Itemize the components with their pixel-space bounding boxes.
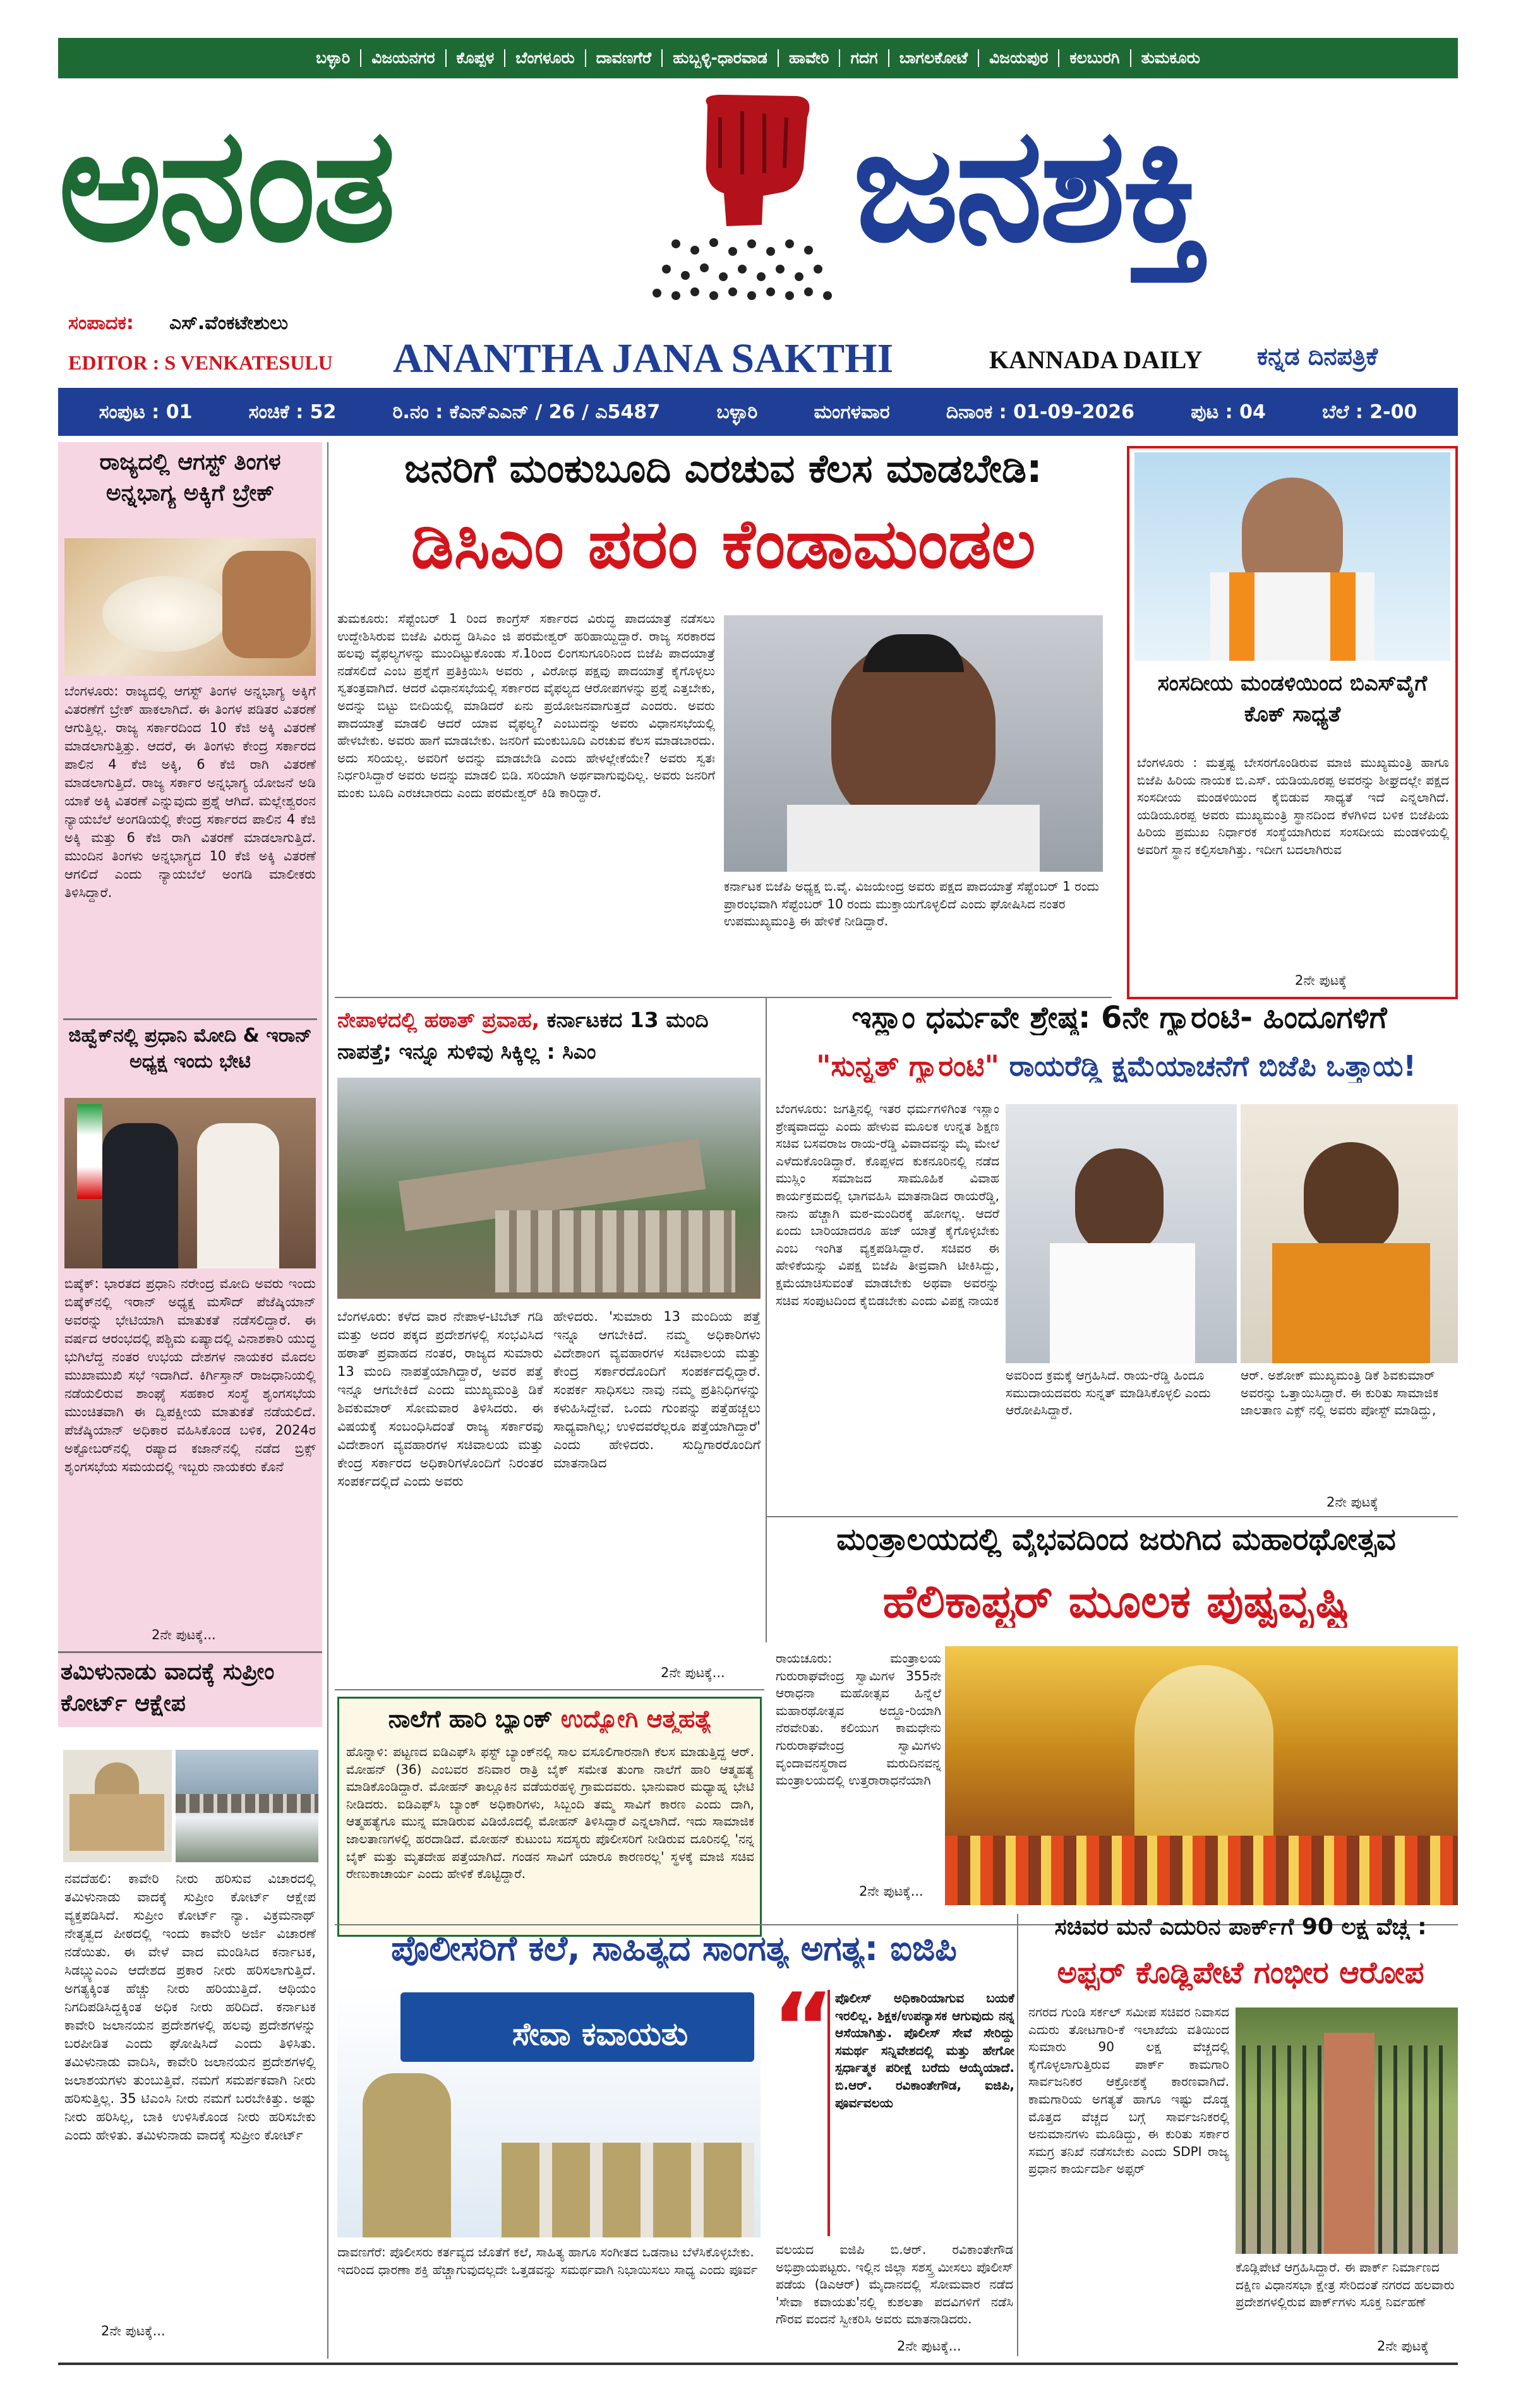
rayareddy-photo bbox=[1006, 1104, 1237, 1363]
quote-mark: “ bbox=[772, 1973, 834, 2083]
modi-photo bbox=[64, 1098, 316, 1268]
rice-photo bbox=[64, 538, 316, 676]
nav-city-4[interactable]: ದಾವಣಗೆರೆ bbox=[586, 49, 663, 67]
mantralaya-body: ರಾಯಚೂರು: ಮಂತ್ರಾಲಯ ಗುರುರಾಘವೇಂದ್ರ ಸ್ವಾಮಿಗಳ 355ನೇ ಆರಾಧನಾ ಮಹೋತ್ಸವ ಹಿನ್ನೆಲೆ ಮಹಾರಥೋತ್ಸವ ಅದ್ದೂ-ರಿಯಾಗಿ ನೆರವೇರಿತು. ಕಲಿಯುಗ ಕಾಮಧೇನು ಗುರುರಾಘವೇಂದ್ರ ಸ್ವಾಮಿಗಳು ವೃಂದಾವನಸ್ಥರಾದ ಮರುದಿನವನ್ನ ಮಂತ್ರಾಲಯದಲ್ಲಿ ಉತ್ತರಾರಾಧನೆಯಾಗಿ bbox=[776, 1651, 941, 1788]
parameshwar-photo bbox=[724, 615, 1103, 872]
rathotsava-photo bbox=[945, 1646, 1458, 1905]
mantralaya-headline: ಹೆಲಿಕಾಪ್ಟರ್ ಮೂಲಕ ಪುಷ್ಪವೃಷ್ಟಿ bbox=[882, 1575, 1350, 1628]
nav-city-11[interactable]: ತುಮಕೂರು bbox=[1141, 49, 1200, 67]
english-title: ANANTHA JANA SAKTHI bbox=[393, 335, 894, 382]
islam-caption-2: ಆರ್. ಅಶೋಕ್ ಮುಖ್ಯಮಂತ್ರಿ ಡಿಕೆ ಶಿವಕುಮಾರ್ ಅವರನ್ನು ಒತ್ತಾಯಿಸಿದ್ದಾರೆ. ಈ ಕುರಿತು ಸಾಮಾಜಿಕ ಜಾಲತಾಣ ಎಕ್ಸ್ ನಲ್ಲಿ ಅವರು ಪೋಸ್ಟ್ ಮಾಡಿದ್ದು, bbox=[1241, 1368, 1439, 1418]
issue-info-bar bbox=[58, 388, 1458, 436]
nav-city-5[interactable]: ಹುಬ್ಬಳ್ಳಿ-ಧಾರವಾಡ bbox=[663, 49, 779, 67]
nav-city-1[interactable]: ವಿಜಯನಗರ bbox=[361, 49, 446, 67]
nav-city-0[interactable]: ಬಳ್ಳಾರಿ bbox=[306, 49, 361, 67]
divider bbox=[335, 997, 1112, 998]
divider bbox=[767, 1516, 1458, 1517]
supreme-court-photo bbox=[63, 1750, 172, 1862]
mantralaya-more: 2ನೇ ಪುಟಕ್ಕೆ... bbox=[859, 1884, 923, 1899]
modi-more: 2ನೇ ಪುಟಕ್ಕೆ... bbox=[152, 1627, 216, 1642]
dam-photo bbox=[176, 1750, 318, 1862]
rice-headline: ರಾಜ್ಯದಲ್ಲಿ ಆಗಸ್ಟ್ ತಿಂಗಳ ಅನ್ನಭಾಗ್ಯ ಅಕ್ಕಿಗೆ ಬ್ರೇಕ್ bbox=[99, 449, 281, 506]
igp-more: 2ನೇ ಪುಟಕ್ಕೆ... bbox=[897, 2339, 961, 2354]
nepal-headline bbox=[337, 1004, 767, 1067]
islam-headline-1: ಇಸ್ಲಾಂ ಧರ್ಮವೇ ಶ್ರೇಷ್ಠ: 6ನೇ ಗ್ಯಾರಂಟಿ- ಹಿಂದೂಗಳಿಗೆ bbox=[851, 1001, 1387, 1035]
divider bbox=[335, 1689, 764, 1690]
islam-body: ಬೆಂಗಳೂರು: ಜಗತ್ತಿನಲ್ಲಿ ಇತರ ಧರ್ಮಗಳಿಗಿಂತ ಇಸ್ಲಾಂ ಶ್ರೇಷ್ಠವಾದದ್ದು ಎಂದು ಹೇಳುವ ಮೂಲಕ ಉನ್ನತ ಶಿಕ್ಷಣ ಸಚಿವ ಬಸವರಾಜ ರಾಯ-ರೆಡ್ಡಿ ವಿವಾದವನ್ನು ಮೈ ಮೇಲೆ ಎಳೆದುಕೊಂಡಿದ್ದಾರೆ. ಕೊಪ್ಪಳದ ಕುಕನೂರಿನಲ್ಲಿ ನಡೆದ ಮುಸ್ಲಿಂ ಸಮಾಜದ ಸಾಮೂಹಿಕ ವಿವಾಹ ಕಾರ್ಯಕ್ರಮದಲ್ಲಿ ಭಾಗವಹಿಸಿ ಮಾತನಾಡಿದ ರಾಯರೆಡ್ಡಿ, ನಾನು ಹೆಚ್ಚಾಗಿ ಮಠ-ಮಂದಿರಕ್ಕೆ ಹೋಗಲ್ಲ. ಆದರೆ ಏಂದು ಬಾರಿಯಾದರೂ ಹಜ್ ಯಾತ್ರೆ ಕೈಗೊಳ್ಳಬೇಕು ಎಂಬ ಇಂಗಿತ ವ್ಯಕ್ತಪಡಿಸಿದ್ದಾರೆ. ಸಚಿವರ ಈ ಹೇಳಿಕೆಯನ್ನು ವಿಪಕ್ಷ ಬಿಜೆಪಿ ತೀವ್ರವಾಗಿ ಟೀಕಿಸಿದ್ದು, ಕ್ಷಮೆಯಾಚಿಸುವಂತೆ ಮಾಡಬೇಕು ಅಥವಾ ಅವರನ್ನು ಸಚಿವ ಸಂಪುಟದಿಂದ ಕೈಬಿಡಬೇಕು ಎಂದು ವಿಪಕ್ಷ ನಾಯಕ bbox=[776, 1101, 999, 1308]
park-body: ನಗರದ ಗುಂಡಿ ಸರ್ಕಲ್ ಸಮೀಪ ಸಚಿವರ ನಿವಾಸದ ಎದುರು ತೋಟಗಾರಿ-ಕೆ ಇಲಾಖೆಯ ವತಿಯಿಂದ ಸುಮಾರು 90 ಲಕ್ಷ ವೆಚ್ಚದಲ್ಲಿ ಕೈಗೊಳ್ಳಲಾಗುತ್ತಿರುವ ಪಾರ್ಕ್ ಕಾಮಗಾರಿ ಸಾರ್ವಜನಿಕರ ಆಕ್ರೋಶಕ್ಕೆ ಕಾರಣವಾಗಿದೆ. ಕಾಮಗಾರಿಯ ಅಗತ್ಯತೆ ಹಾಗೂ ಇಷ್ಟು ದೊಡ್ಡ ಮೊತ್ತದ ವೆಚ್ಚದ ಬಗ್ಗೆ ಸಾರ್ವಜನಿಕರಲ್ಲಿ ಅನುಮಾನಗಳು ಮೂಡಿದ್ದು, ಈ ಕುರಿತು ಸರ್ಕಾರ ಸಮಗ್ರ ತನಿಖೆ ನಡೆಸಬೇಕು ಎಂದು SDPI ರಾಜ್ಯ ಪ್ರಧಾನ ಕಾರ್ಯದರ್ಶಿ ಅಫ್ಸರ್ bbox=[1028, 2004, 1229, 2177]
modi-headline: ಜಿಹ್ವೆಕ್‌ನಲ್ಲಿ ಪ್ರಧಾನಿ ಮೋದಿ & ಇರಾನ್ ಅಧ್ಯಕ್ಷ ಇಂದು ಭೇಟಿ bbox=[68, 1025, 312, 1073]
masthead-right: ಜನಶಕ್ತಿ bbox=[853, 93, 1206, 277]
igp-banner: ಸೇವಾ ಕವಾಯತು bbox=[512, 2016, 689, 2052]
park-headline: ಅಫ್ಸರ್ ಕೊಡ್ಲಿಪೇಟೆ ಗಂಭೀರ ಆರೋಪ bbox=[1057, 1956, 1424, 1990]
cauvery-headline: ತಮಿಳುನಾಡು ವಾದಕ್ಕೆ ಸುಪ್ರೀಂ ಕೋರ್ಟ್ ಆಕ್ಷೇಪ bbox=[61, 1659, 275, 1717]
bank-headline-black: ನಾಲೆಗೆ ಹಾರಿ ಬ್ಯಾಂಕ್ bbox=[388, 1706, 553, 1733]
igp-quote: ಪೊಲೀಸ್ ಅಧಿಕಾರಿಯಾಗುವ ಬಯಕೆ ಇರಲಿಲ್ಲ. ಶಿಕ್ಷಕ/ಉಪನ್ಯಾಸಕ ಆಗುವುದು ನನ್ನ ಆಸೆಯಾಗಿತ್ತು. ಪೊಲೀಸ್ ಸೇವೆ ಸೇರಿದ್ದು ಸಮರ್ಥ ಸನ್ನಿವೇಶದಲ್ಲಿ ಮತ್ತು ಹೇಗೋ ಸ್ಪರ್ಧಾತ್ಮಕ ಪರೀಕ್ಷೆ ಬರೆದು ಆಯ್ಕೆಯಾದೆ. ಬಿ.ಆರ್. ರವಿಕಾಂತೇಗೌಡ, ಐಜಿಪಿ, ಪೂರ್ವವಲಯ bbox=[827, 1990, 1014, 2236]
nav-city-8[interactable]: ಬಾಗಲಕೋಟೆ bbox=[889, 49, 979, 67]
igp-caption: ದಾವಣಗೆರೆ: ಪೊಲೀಸರು ಕರ್ತವ್ಯದ ಜೊತೆಗೆ ಕಲೆ, ಸಾಹಿತ್ಯ ಹಾಗೂ ಸಂಗೀತದ ಒಡನಾಟ ಬೆಳೆಸಿಕೊಳ್ಳಬೇಕು. ಇದರಿಂದ ಧಾರಣಾ ಶಕ್ತಿ ಹೆಚ್ಚಾಗುವುದಲ್ಲದೇ ಒತ್ತಡವನ್ನು ಸಮರ್ಥವಾಗಿ ನಿಭಾಯಿಸಲು ಸಾಧ್ಯ ಎಂದು ಪೂರ್ವ bbox=[337, 2244, 758, 2277]
islam-more: 2ನೇ ಪುಟಕ್ಕೆ bbox=[1326, 1495, 1378, 1510]
lead-body: ತುಮಕೂರು: ಸೆಪ್ಟೆಂಬರ್ 1 ರಿಂದ ಕಾಂಗ್ರೆಸ್ ಸರ್ಕಾರದ ವಿರುದ್ಧ ಪಾದಯಾತ್ರೆ ನಡೆಸಲು ಉದ್ದೇಶಿಸಿರುವ ಬಿಜೆಪಿ ವಿರುದ್ಧ ಡಿಸಿಎಂ ಜಿ ಪರಮೇಶ್ವರ್ ಹರಿಹಾಯ್ದಿದ್ದಾರೆ. ರಾಜ್ಯ ಸರಕಾರದ ಹಲವು ವೈಫಲ್ಯಗಳನ್ನು ಮುಂದಿಟ್ಟುಕೊಂಡು ಸೆ.1ರಿಂದ ಲಿಂಗಸುಗೂರಿನಿಂದ ಬಿಜೆಪಿ ಪಾದಯಾತ್ರೆ ನಡೆಸಲಿದೆ ಎಂಬ ಪ್ರಶ್ನೆಗೆ ಪ್ರತಿಕ್ರಿಯಿಸಿ ಅವರು , ವಿರೋಧ ಪಕ್ಷವು ಪಾದಯಾತ್ರೆ ಕೈಗೊಳ್ಳಲು ಸ್ವತಂತ್ರವಾಗಿದೆ. ಆದರೆ ವಿಧಾನಸಭೆಯಲ್ಲಿ ಸರ್ಕಾರದ ವೈಫಲ್ಯದ ಆರೋಪಗಳನ್ನು ಪ್ರಶ್ನೆ ಎತ್ತಬೇಕು, ಅದನ್ನು ಬಿಟ್ಟು ಬೀದಿಯಲ್ಲಿ ಮಾಡಿದರೆ ಏನು ಪ್ರಯೋಜನವಾಗುತ್ತದೆ ಎಂದರು. ಅವರು ಪಾದಯಾತ್ರೆ ಮಾಡಲಿ ಆದರೆ ಯಾವ ವೈಫಲ್ಯ? ಎಂಬುದನ್ನು ಅವರು ವಿಧಾನಸಭೆಯಲ್ಲಿ ಹೇಳಬೇಕು. ಅವರು ಹಾಗೆ ಮಾಡಬೇಕು. ಜನರಿಗೆ ಮಂಕುಬೂದಿ ಎರಚುವ ಕೆಲಸ ಮಾಡಬಾರದು. ಅದು ಸರಿಯಲ್ಲ. ಅವರಿಗೆ ಅದನ್ನು ಮಾಡಬೇಡಿ ಎಂದು ಹೇಳಲ್ಲೇಕೆಯೇ? ಅವರು ಸ್ವತಃ ನಿರ್ಧರಿಸಿದ್ದಾರೆ ಅವರು ಅದನ್ನು ಮಾಡಲಿ ಬಿಡಿ. ಸರಿಯಾಗಿ ಅರ್ಥವಾಗುವುದಿಲ್ಲ. ಅವರು ಜನರಿಗೆ ಮಂಕು ಬೂದಿ ಎರಚಬಾರದು ಎಂದು ಪರಮೇಶ್ವರ್ ಕಿಡಿ ಕಾರಿದ್ದಾರೆ. bbox=[337, 611, 715, 800]
issue-info-item: ಸಂಪುಟ : 01 bbox=[99, 400, 193, 423]
issue-info-item: ಬಳ್ಳಾರಿ bbox=[716, 400, 758, 423]
ashok-photo bbox=[1241, 1104, 1458, 1363]
igp-body: ವಲಯದ ಐಜಿಪಿ ಬಿ.ಆರ್. ರವಿಕಾಂತೇಗೌಡ ಅಭಿಪ್ರಾಯಪಟ್ಟರು. ಇಲ್ಲಿನ ಜಿಲ್ಲಾ ಸಶಸ್ತ್ರ ಮೀಸಲು ಪೊಲೀಸ್ ಪಡೆಯ (ಡಿಎಆರ್) ಮೈದಾನದಲ್ಲಿ ಸೋಮವಾರ ನಡೆದ 'ಸೇವಾ ಕವಾಯತು'ನಲ್ಲಿ ಕುಶಲತಾ ಪದವಿಗಳಿಗೆ ನಡೆಸಿ ಗೌರವ ವಂದನೆ ಸ್ವೀಕರಿಸಿ ಅವರು ಮಾತನಾಡಿದರು. bbox=[776, 2242, 1013, 2327]
column-rule bbox=[766, 997, 767, 1642]
cauvery-more: 2ನೇ ಪುಟಕ್ಕೆ... bbox=[101, 2323, 165, 2339]
bottom-rule bbox=[58, 2363, 1458, 2365]
lead-caption: ಕರ್ನಾಟಕ ಬಿಜೆಪಿ ಅಧ್ಯಕ್ಷ ಬಿ.ವೈ. ವಿಜಯೇಂದ್ರ ಅವರು ಪಕ್ಷದ ಪಾದಯಾತ್ರೆ ಸೆಪ್ಟೆಂಬರ್ 1 ರಂದು ಪ್ರಾರಂಭವಾಗಿ ಸೆಪ್ಟೆಂಬರ್ 10 ರಂದು ಮುಕ್ತಾಯಗೊಳ್ಳಲಿದೆ ಎಂದು ಘೋಷಿಸಿದ ನಂತರ ಉಪಮುಖ್ಯಮಂತ್ರಿ ಈ ಹೇಳಿಕೆ ನೀಡಿದ್ದಾರೆ. bbox=[724, 879, 1099, 929]
column-rule bbox=[327, 442, 328, 2359]
nepal-headline-red: ನೇಪಾಳದಲ್ಲಿ ಹಠಾತ್ ಪ್ರವಾಹ, bbox=[337, 1008, 540, 1032]
cauvery-body: ನವದೆಹಲಿ: ಕಾವೇರಿ ನೀರು ಹರಿಸುವ ವಿಚಾರದಲ್ಲಿ ತಮಿಳುನಾಡು ವಾದಕ್ಕೆ ಸುಪ್ರೀಂ ಕೋರ್ಟ್ ಆಕ್ಷೇಪ ವ್ಯಕ್ತಪಡಿಸಿದೆ. ಸುಪ್ರೀಂ ಕೋರ್ಟ್ ನ್ಯಾ. ವಿಕ್ರಮನಾಥ್ ನೇತೃತ್ವದ ಪೀಠದಲ್ಲಿ ಇಂದು ಕಾವೇರಿ ಅರ್ಜಿ ವಿಚಾರಣೆ ನಡೆಯಿತು. ಈ ವೇಳೆ ವಾದ ಮಂಡಿಸಿದ ಕರ್ನಾಟಕ, ಸಿಡಬ್ಲ್ಯುಎಂಎ ಆದೇಶದ ಪ್ರಕಾರ ನೀರು ಹರಿಸಲಾಗುತ್ತಿದೆ. ಅಗತ್ಯಕ್ಕಿಂತ ಹೆಚ್ಚು ನೀರು ಹರಿಯುತ್ತಿದೆ. ಆಥಿಯಂ ನಿಗದಿಪಡಿಸಿದ್ದಕ್ಕಿಂತ ಅಧಿಕ ನೀರು ಹರಿದಿದೆ. ಕರ್ನಾಟಕ ಕಾವೇರಿ ಜಲಾನಯನ ಪ್ರದೇಶಗಳಲ್ಲಿ ಹಲವು ಪ್ರದೇಶಗಳನ್ನು ಬರಪೀಡಿತ ಎಂದು ಘೋಷಿಸಿದೆ ಎಂದು ತಿಳಿಸಿತು. ತಮಿಳುನಾಡು ವಾದಿಸಿ, ಕಾವೇರಿ ಜಲಾನಯನ ಪ್ರದೇಶಗಳಲ್ಲಿ ಜಲಾಶಯಗಳು ತುಂಬುತ್ತಿವೆ. ನಮಗೆ ಸಮರ್ಪಕವಾಗಿ ನೀರು ಹರಿಸುತ್ತಿಲ್ಲ. 35 ಟಿಎಂಸಿ ನೀರು ನಮಗೆ ಬರಬೇಕಿತ್ತು. ಅಷ್ಟು ನೀರು ಹರಿಸಿಲ್ಲ, ಬಾಕಿ ಉಳಿಸಿಕೊಂಡ ನೀರು ಹರಿಸಬೇಕು ಎಂದು ಹೇಳಿತು. ತಮಿಳುನಾಡು ವಾದಕ್ಕೆ ಸುಪ್ರೀಂ ಕೋರ್ಟ್ bbox=[64, 1871, 316, 2143]
bsy-more: 2ನೇ ಪುಟಕ್ಕೆ bbox=[1295, 973, 1347, 988]
bank-headline bbox=[346, 1706, 754, 1733]
divider bbox=[63, 1018, 317, 1020]
bank-body: ಹೊನ್ನಾಳಿ: ಪಟ್ಟಣದ ಐಡಿಎಫ್‌ಸಿ ಫಸ್ಟ್ ಬ್ಯಾಂಕ್‌ನಲ್ಲಿ ಸಾಲ ವಸೂಲಿಗಾರನಾಗಿ ಕೆಲಸ ಮಾಡುತ್ತಿದ್ದ ಆರ್. ಮೋಹನ್ (36) ಎಂಬವರ ಶನಿವಾರ ರಾತ್ರಿ ಬೈಕ್ ಸಮೇತ ತುಂಗಾ ನಾಲೆಗೆ ಹಾರಿ ಆತ್ಮಹತ್ಯೆ ಮಾಡಿಕೊಂಡಿದ್ದಾರೆ. ಮೋಹನ್ ತಾಲ್ಲೂಕಿನ ವಡೆಯರಹಳ್ಳಿ ಗ್ರಾಮದವರು. ಭಾನುವಾರ ಮಧ್ಯಾಹ್ನ ಭೇಟಿ ನೀಡಿದರು. ಐಡಿಎಫ್‌ಸಿ ಬ್ಯಾಂಕ್ ಅಧಿಕಾರಿಗಳು, ಸಿಬ್ಬಂದಿ ತಮ್ಮ ಸಾವಿಗೆ ಕಾರಣ ಎಂದು ದಾಗಿ, ಆತ್ಮಹತ್ಯೆಗೂ ಮುನ್ನ ಮಾಡಿರುವ ವಿಡಿಯೊದಲ್ಲಿ ಮೋಹನ್ ತಿಳಿಸಿದ್ದಾರೆ ಎನ್ನಲಾಗಿದೆ. ಇದು ಸಾಮಾಜಿಕ ಜಾಲತಾಣಗಳಲ್ಲಿ ಹರದಾಡಿದೆ. ಮೋಹನ್ ಕುಟುಂಬ ಸದಸ್ಯರು ಪೊಲೀಸರಿಗೆ ನೀಡಿರುವ ದೂರಿನಲ್ಲಿ 'ನನ್ನ ಬೈಕ್ ಮತ್ತು ಮೃತದೇಹ ಪತ್ತೆಯಾಗಿದೆ. ಗಂಡನ ಸಾವಿಗೆ ಯಾರೂ ಕಾರಣರಲ್ಲ' ಸ್ಥಳಕ್ಕೆ ಮಾಜಿ ಸಚಿವ ರೇಣುಕಾಚಾರ್ಯ ಎಂದು ಹೇಳಿಕೆ ಕೊಟ್ಟಿದ್ದಾರೆ. bbox=[346, 1744, 754, 1882]
islam-headline-red: "ಸುನ್ನತ್ ಗ್ಯಾರಂಟಿ" bbox=[816, 1050, 999, 1083]
modi-body: ಬಿಷ್ಕೆಕ್: ಭಾರತದ ಪ್ರಧಾನಿ ನರೇಂದ್ರ ಮೋದಿ ಅವರು ಇಂದು ಬಿಷ್ಕೆಕ್‌ನಲ್ಲಿ ಇರಾನ್ ಅಧ್ಯಕ್ಷ ಮಸೌದ್ ಪೆಜೆಷ್ಕಿಯಾನ್ ಅವರನ್ನು ಭೇಟಿಯಾಗಿ ಮಾತುಕತೆ ನಡೆಸಲಿದ್ದಾರೆ. ಈ ವರ್ಷದ ಆರಂಭದಲ್ಲಿ ಪಶ್ಚಿಮ ಏಷ್ಯಾದಲ್ಲಿ ವಿನಾಶಕಾರಿ ಯುದ್ಧ ಭುಗಿಲೆದ್ದ ನಂತರ ಉಭಯ ದೇಶಗಳ ನಾಯಕರ ಮೊದಲ ಮುಖಾಮುಖಿ ಸಭೆ ಇದಾಗಿದೆ. ಕಿರ್ಗಿಸ್ತಾನ್ ರಾಜಧಾನಿಯಲ್ಲಿ ನಡೆಯಲಿರುವ ಶಾಂಘೈ ಸಹಕಾರ ಸಂಸ್ಥೆ ಶೃಂಗಸಭೆಯ ಮುಂಚಿತವಾಗಿ ಈ ದ್ವಿಪಕ್ಷೀಯ ಮಾತುಕತೆ ನಡೆಯಲಿದೆ. ಪೆಜೆಷ್ಕಿಯಾನ್ ಅಧಿಕಾರ ವಹಿಸಿಕೊಂಡ ಬಳಿಕ, 2024ರ ಅಕ್ಟೋಬರ್‌ನಲ್ಲಿ ರಷ್ಯಾದ ಕಜಾನ್‌ನಲ್ಲಿ ನಡೆದ ಬ್ರಿಕ್ಸ್ ಶೃಂಗಸಭೆಯ ಸಮಯದಲ್ಲಿ ಇಬ್ಬರು ನಾಯಕರು ಕೊನೆ bbox=[64, 1276, 316, 1474]
park-caption: ಕೊಡ್ಲಿಪೇಟೆ ಆಗ್ರಹಿಸಿದ್ದಾರೆ. ಈ ಪಾರ್ಕ್ ನಿರ್ಮಾಣದ ದಕ್ಷಿಣ ವಿಧಾನಸಭಾ ಕ್ಷೇತ್ರ ಸೇರಿದಂತೆ ನಗರದ ಹಲವಾರು ಪ್ರದೇಶಗಳಲ್ಲಿರುವ ಪಾರ್ಕ್‌ಗಳು ಸೂಕ್ತ ನಿರ್ವಹಣೆ bbox=[1236, 2260, 1455, 2310]
nav-city-3[interactable]: ಬೆಂಗಳೂರು bbox=[505, 49, 586, 67]
issue-info-item: ಮಂಗಳವಾರ bbox=[814, 400, 890, 423]
mantralaya-kicker: ಮಂತ್ರಾಲಯದಲ್ಲಿ ವೈಭವದಿಂದ ಜರುಗಿದ ಮಹಾರಥೋತ್ಸವ bbox=[836, 1522, 1396, 1557]
masthead-left: ಅನಂತ bbox=[58, 93, 392, 277]
nepal-body-b: ಹೇಳಿದರು. 'ಸುಮಾರು 13 ಮಂದಿಯ ಪತ್ತೆ ಇನ್ನೂ ಆಗಬೇಕಿದೆ. ನಮ್ಮ ಅಧಿಕಾರಿಗಳು ವಿದೇಶಾಂಗ ವ್ಯವಹಾರಗಳ ಸಚಿವಾಲಯ ಮತ್ತು ಕೇಂದ್ರ ಸರ್ಕಾರದೊಂದಿಗೆ ಸಂಪರ್ಕದಲ್ಲಿದ್ದಾರೆ. ಸಂಪರ್ಕ ಸಾಧಿಸಲು ನಾವು ನಮ್ಮ ಪ್ರತಿನಿಧಿಗಳನ್ನು ಕಳುಹಿಸಿದ್ದೇವೆ. ಒಂದು ಗುಂಪನ್ನು ಪತ್ತೆಹಚ್ಚಲು ಸಾಧ್ಯವಾಗಿಲ್ಲ; ಉಳಿದವರೆಲ್ಲರೂ ಪತ್ತೆಯಾಗಿದ್ದಾರೆ' ಎಂದು ಹೇಳಿದರು. ಸುದ್ದಿಗಾರರೊಂದಿಗೆ ಮಾತನಾಡಿದ bbox=[553, 1309, 761, 1471]
flood-photo bbox=[337, 1078, 761, 1299]
fist-logo bbox=[638, 92, 853, 301]
igp-headline: ಪೊಲೀಸರಿಗೆ ಕಲೆ, ಸಾಹಿತ್ಯದ ಸಾಂಗತ್ಯ ಅಗತ್ಯ: ಐಜಿಪಿ bbox=[391, 1929, 957, 1968]
editor-kn-label: ಸಂಪಾದಕ: bbox=[68, 312, 134, 334]
bank-headline-red: ಉದ್ಯೋಗಿ ಆತ್ಮಹತ್ಯೆ bbox=[560, 1706, 713, 1733]
issue-info-item: ಸಂಚಿಕೆ : 52 bbox=[248, 400, 337, 423]
column-rule bbox=[1017, 1914, 1018, 2356]
issue-info-item: ಪುಟ : 04 bbox=[1191, 400, 1266, 423]
nepal-body-a: ಬೆಂಗಳೂರು: ಕಳೆದ ವಾರ ನೇಪಾಳ-ಟಿಬೆಟ್ ಗಡಿ ಮತ್ತು ಅದರ ಪಕ್ಕದ ಪ್ರದೇಶಗಳಲ್ಲಿ ಸಂಭವಿಸಿದ ಹಠಾತ್ ಪ್ರವಾಹದ ನಂತರ, ರಾಜ್ಯದ ಸುಮಾರು 13 ಮಂದಿ ನಾಪತ್ತೆಯಾಗಿದ್ದಾರೆ, ಅವರ ಪತ್ತೆ ಇನ್ನೂ ಆಗಬೇಕಿದೆ ಎಂದು ಮುಖ್ಯಮಂತ್ರಿ ಡಿಕೆ ಶಿವಕುಮಾರ್ ಸೋಮವಾರ ತಿಳಿಸಿದರು. ಈ ವಿಷಯಕ್ಕೆ ಸಂಬಂಧಿಸಿದಂತೆ ರಾಜ್ಯ ಸರ್ಕಾರವು ವಿದೇಶಾಂಗ ವ್ಯವಹಾರಗಳ ಸಚಿವಾಲಯ ಮತ್ತು ಕೇಂದ್ರ ಸರ್ಕಾರದ ಅಧಿಕಾರಿಗಳೊಂದಿಗೆ ನಿರಂತರ ಸಂಪರ್ಕದಲ್ಲಿದೆ ಎಂದು ಅವರು bbox=[337, 1309, 543, 1489]
issue-info-item: ಬೆಲೆ : 2-00 bbox=[1322, 400, 1417, 423]
park-kicker: ಸಚಿವರ ಮನೆ ಎದುರಿನ ಪಾರ್ಕ್‌ಗೆ 90 ಲಕ್ಷ ವೆಚ್ಚ : bbox=[1054, 1914, 1427, 1940]
nav-city-7[interactable]: ಗದಗ bbox=[840, 49, 889, 67]
park-more: 2ನೇ ಪುಟಕ್ಕೆ bbox=[1377, 2339, 1429, 2354]
nav-city-2[interactable]: ಕೊಪ್ಪಳ bbox=[447, 49, 506, 67]
islam-headline-black: ರಾಯರೆಡ್ಡಿ ಕ್ಷಮೆಯಾಚನೆಗೆ ಬಿಜೆಪಿ ಒತ್ತಾಯ! bbox=[1009, 1050, 1416, 1083]
nav-city-6[interactable]: ಹಾವೇರಿ bbox=[779, 49, 841, 67]
nepal-headline-black: ಕರ್ನಾಟಕದ 13 ಮಂದಿ ನಾಪತ್ತೆ; ಇನ್ನೂ ಸುಳಿವು ಸಿಕ್ಕಿಲ್ಲ : ಸಿಎಂ bbox=[337, 1008, 709, 1064]
divider bbox=[58, 1651, 322, 1653]
nav-city-10[interactable]: ಕಲಬುರಗಿ bbox=[1059, 49, 1131, 67]
dinapatrike-label: ಕನ್ನಡ ದಿನಪತ್ರಿಕೆ bbox=[1257, 342, 1378, 370]
rice-body: ಬೆಂಗಳೂರು: ರಾಜ್ಯದಲ್ಲಿ ಆಗಸ್ಟ್ ತಿಂಗಳ ಅನ್ನಭಾಗ್ಯ ಅಕ್ಕಿಗೆ ವಿತರಣೆಗೆ ಬ್ರೇಕ್ ಹಾಕಲಾಗಿದೆ. ಈ ತಿಂಗಳ ಪಡಿತರ ವಿತರಣೆ ಆಗುತ್ತಿಲ್ಲ. ರಾಜ್ಯ ಸರ್ಕಾರದಿಂದ 10 ಕೆಜಿ ಅಕ್ಕಿ ವಿತರಣೆ ಮಾಡಲಾಗುತ್ತಿತ್ತು. ಆದರೆ, ಈ ತಿಂಗಳು ಕೇಂದ್ರ ಸರ್ಕಾರದ ಪಾಲಿನ 4 ಕೆಜಿ ಅಕ್ಕಿ, 6 ಕೆಜಿ ರಾಗಿ ವಿತರಣೆ ಮಾಡಲಾಗುತ್ತಿದೆ. ರಾಜ್ಯ ಸರ್ಕಾರ ಅನ್ನಭಾಗ್ಯ ಯೋಜನೆ ಅಡಿ ಯಾಕೆ ಅಕ್ಕಿ ವಿತರಣೆ ಎನ್ನುವುದು ಪ್ರಶ್ನೆ ಆಗಿದೆ. ಮಲ್ಲೇಶ್ವರಂನ ನ್ಯಾಯಬೆಲೆ ಅಂಗಡಿಯಲ್ಲಿ ಕೇಂದ್ರ ಸರ್ಕಾರದ ಪಾಲಿನ 4 ಕೆಜಿ ಅಕ್ಕಿ ಮತ್ತು 6 ಕೆಜಿ ರಾಗಿ ವಿತರಣೆ ಮಾಡಲಾಗುತ್ತಿದೆ. ಮುಂದಿನ ತಿಂಗಳು ಅನ್ನಭಾಗ್ಯದ 10 ಕೆಜಿ ಅಕ್ಕಿ ವಿತರಣೆ ಆಗಲಿದೆ ಎಂದು ನ್ಯಾಯಬೆಲೆ ಅಂಗಡಿ ಮಾಲೀಕರು ತಿಳಿಸಿದ್ದಾರೆ. bbox=[64, 683, 316, 900]
islam-caption-1: ಅವರಿಂದ ಕ್ರಮಕ್ಕೆ ಆಗ್ರಹಿಸಿದೆ. ರಾಯ-ರೆಡ್ಡಿ ಹಿಂದೂ ಸಮುದಾಯದವರು ಸುನ್ನತ್ ಮಾಡಿಸಿಕೊಳ್ಳಲಿ ಎಂದು ಆರೋಪಿಸಿದ್ದಾರೆ. bbox=[1006, 1368, 1211, 1418]
lead-headline: ಡಿಸಿಎಂ ಪರಂ ಕೆಂಡಾಮಂಡಲ bbox=[411, 505, 1036, 584]
kannada-daily-label: KANNADA DAILY bbox=[989, 346, 1203, 374]
nepal-more: 2ನೇ ಪುಟಕ್ಕೆ... bbox=[661, 1665, 725, 1680]
bsy-body: ಬೆಂಗಳೂರು : ಮತ್ತಷ್ಟ ಬೇಸರಗೊಂಡಿರುವ ಮಾಜಿ ಮುಖ್ಯಮಂತ್ರಿ ಹಾಗೂ ಬಿಜೆಪಿ ಹಿರಿಯ ನಾಯಕ ಬಿ.ಎಸ್. ಯಡಿಯೂರಪ್ಪ ಅವರನ್ನು ಶೀಘ್ರದಲ್ಲೇ ಪಕ್ಷದ ಸಂಸದೀಯ ಮಂಡಳಿಯಿಂದ ಕೈಬಿಡುವ ಸಾಧ್ಯತೆ ಇದೆ ಎನ್ನಲಾಗಿದೆ. ಯಡಿಯೂರಪ್ಪ ಅವರು ಮುಖ್ಯಮಂತ್ರಿ ಸ್ಥಾನದಿಂದ ಕೆಳಗಿಳಿದ ಬಳಿಕ ಬಿಜೆಪಿಯ ಹಿರಿಯ ಪ್ರಮುಖ ನಿರ್ಧಾರಕ ಸಂಸ್ಥೆಯಾಗಿರುವ ಸಂಸದೀಯ ಮಂಡಳಿಯಲ್ಲಿ ಅವರಿಗೆ ಸ್ಥಾನ ಕಲ್ಪಿಸಲಾಗಿತ್ತು. ಇದೀಗ ಬದಲಾಗಿರುವ bbox=[1137, 755, 1449, 857]
yediyurappa-photo bbox=[1134, 452, 1450, 661]
lead-kicker: ಜನರಿಗೆ ಮಂಕುಬೂದಿ ಎರಚುವ ಕೆಲಸ ಮಾಡಬೇಡಿ: bbox=[404, 446, 1042, 491]
city-nav-bar bbox=[58, 38, 1458, 78]
editor-kn-name: ಎಸ್.ವೆಂಕಟೇಶುಲು bbox=[169, 312, 289, 334]
editor-en: EDITOR : S VENKATESULU bbox=[68, 351, 333, 374]
issue-info-item: ದಿನಾಂಕ : 01-09-2026 bbox=[946, 400, 1134, 423]
islam-headline-2 bbox=[772, 1050, 1460, 1083]
bsy-headline: ಸಂಸದೀಯ ಮಂಡಳಿಯಿಂದ ಬಿಎಸ್‌ವೈಗೆ ಕೊಕ್ ಸಾಧ್ಯತೆ bbox=[1157, 671, 1428, 728]
park-gate-photo bbox=[1236, 2008, 1458, 2254]
nav-city-9[interactable]: ವಿಜಯಪುರ bbox=[979, 49, 1059, 67]
issue-info-item: ರಿ.ನಂ : ಕೆಎನ್‌ಎಎನ್ / 26 / ಎ5487 bbox=[392, 400, 661, 423]
